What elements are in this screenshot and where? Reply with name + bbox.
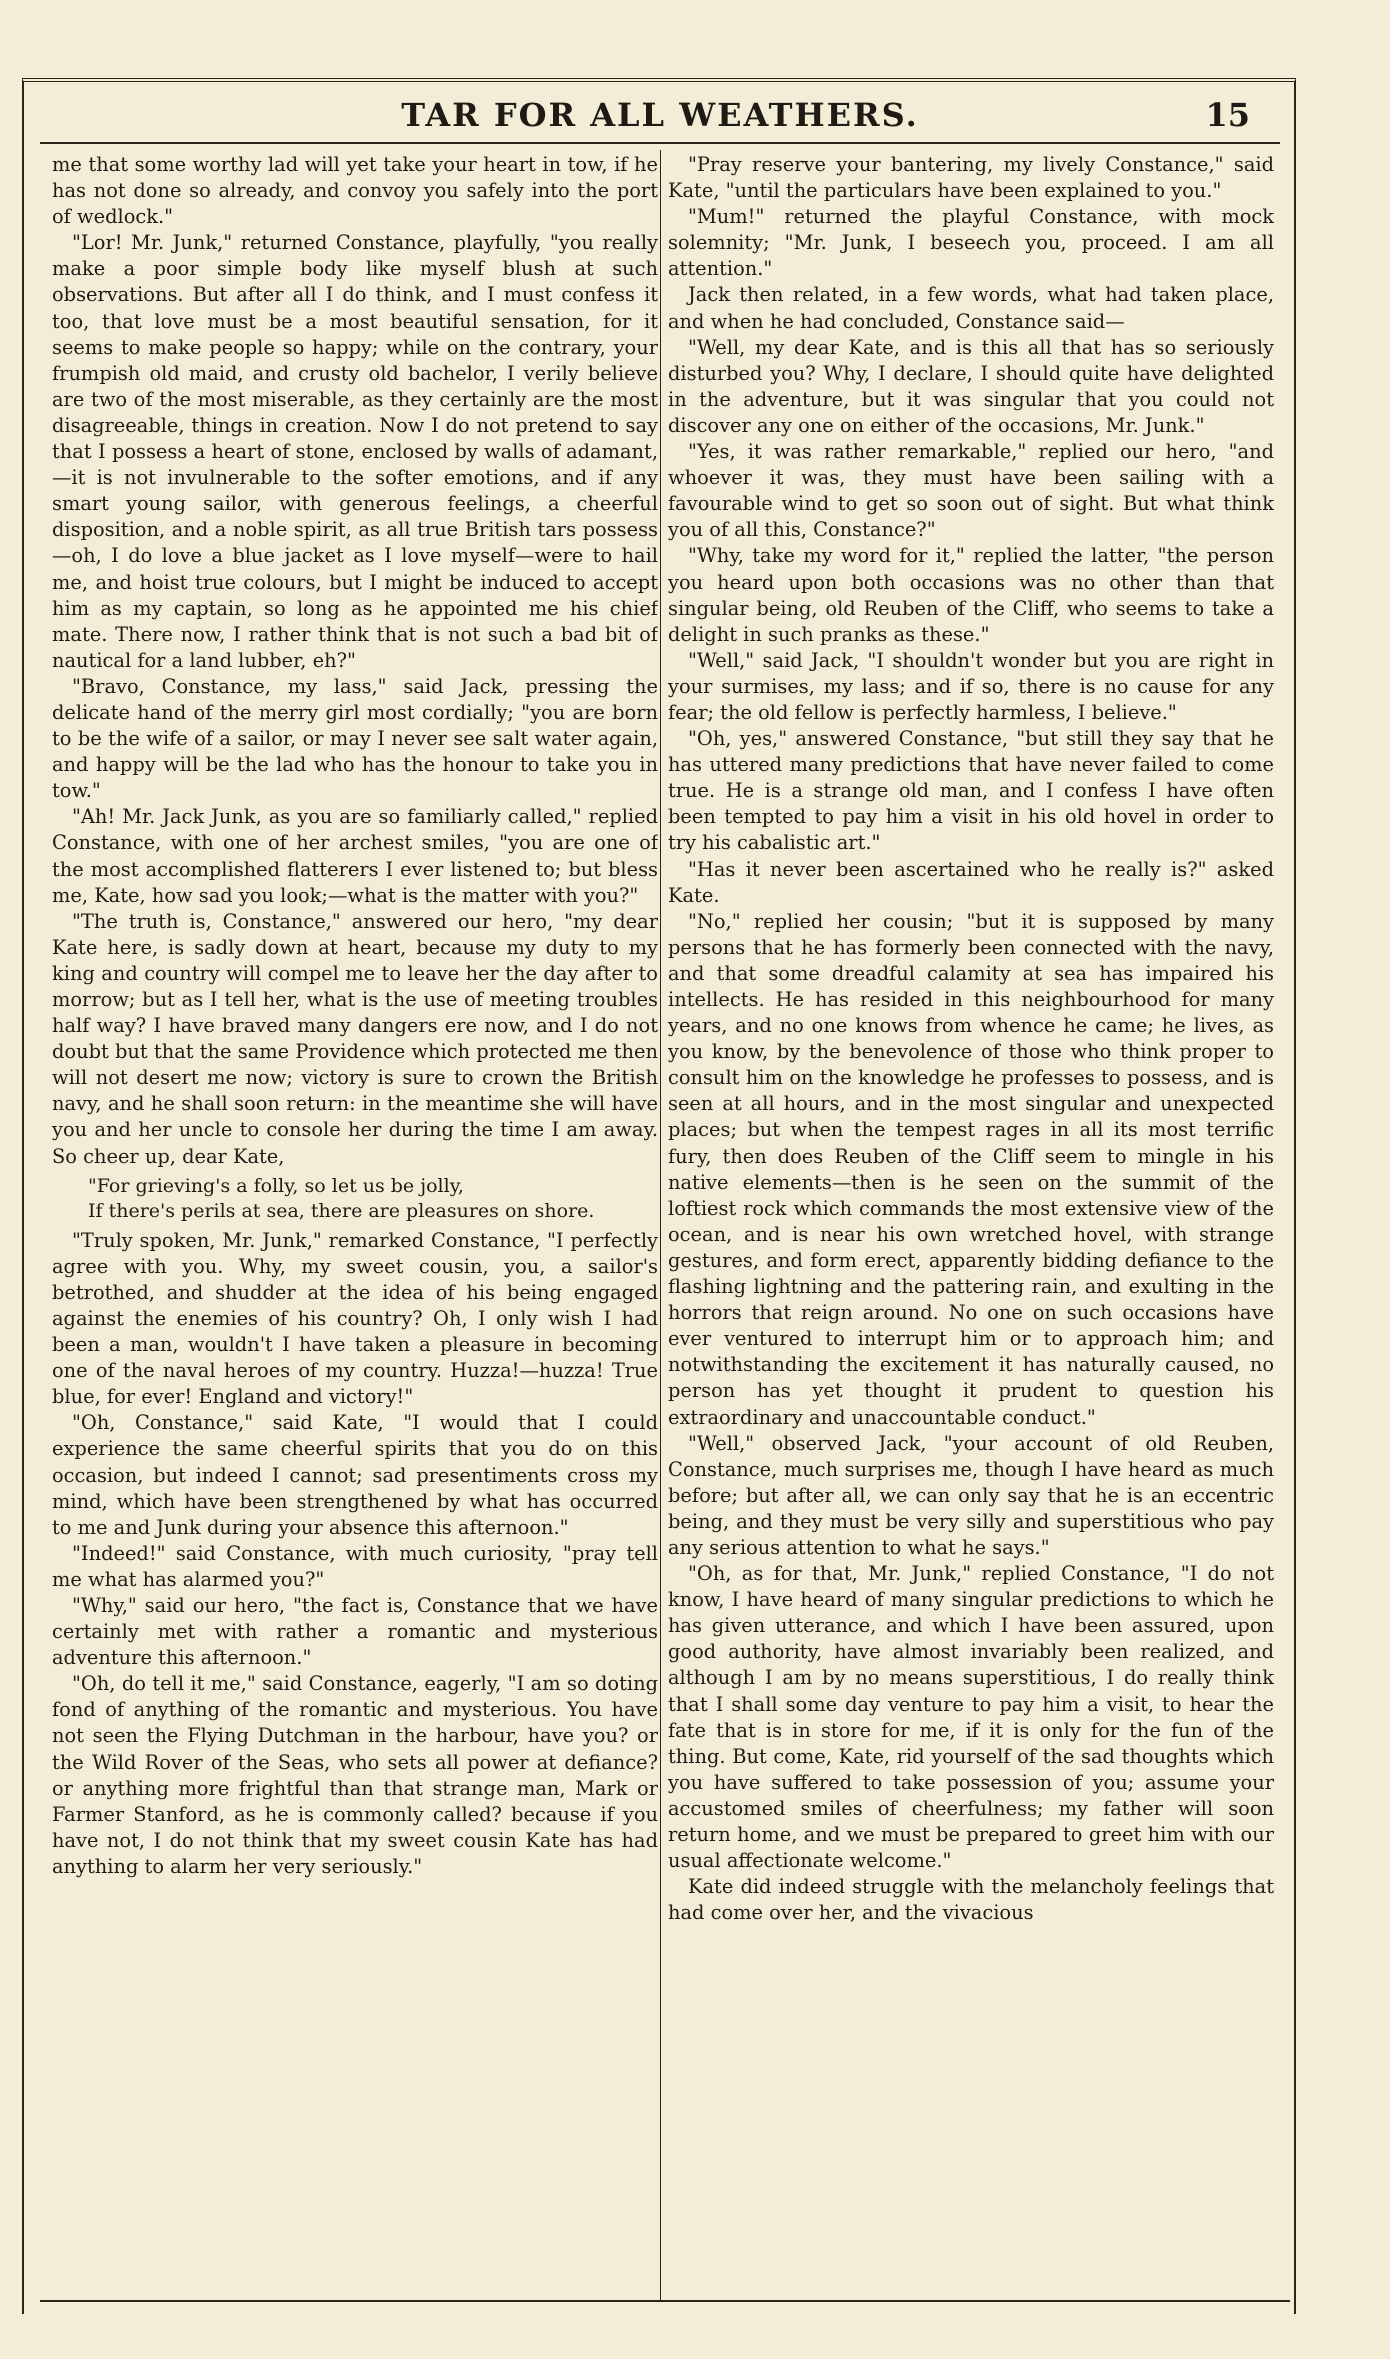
paragraph: "Oh, do tell it me," said Constance, eagerly, "I am so doting fond of anything of the romantic and mysterious. You have not seen the Flying Dutchman in the harbour, have you? or the Wild Rover of the Seas, who sets all power at defiance? or anything more frightful than that strange man, Mark or Farmer Stanford, as he is commonly called? because if you have not, I do not think that my sweet cousin Kate has had anything to alarm her very seriously." [52, 1672, 658, 1878]
paragraph: "Bravo, Constance, my lass," said Jack, pressing the delicate hand of the merry girl most cordially; "you are born to be the wife of a sailor, or may I never see salt water again, and happy will be the lad who has the honour to take you in tow." [52, 674, 658, 803]
paragraph: "Oh, yes," answered Constance, "but still they say that he has uttered many predictions that have never failed to come true. He is a strange old man, and I confess I have often been tempted to pay him a visit in his old hovel in order to try his cabalistic art." [668, 727, 1274, 855]
paragraph: "Oh, as for that, Mr. Junk," replied Constance, "I do not know, I have heard of many singular predictions to which he has given utterance, and which I have been assured, upon good authority, have almost invariably been realized, and although I am by no means superstitious, I do really think that I shall some day venture to pay him a visit, to hear the fate that is in store for me, if it is only for the fun of the thing. But come, Kate, rid yourself of the sad thoughts which you have suffered to take possession of you; assume your accustomed smiles of cheerfulness; my father will soon return home, and we must be prepared to greet him with our usual affectionate welcome." [668, 1562, 1274, 1873]
paragraph: "Yes, it was rather remarkable," replied our hero, "and whoever it was, they must have been sailing with a favourable wind to get so soon out of sight. But what think you of all this, Constance?" [668, 440, 1274, 542]
verse-line: If there's perils at sea, there are pleasures on shore. [88, 1199, 595, 1222]
paragraph: "Pray reserve your bantering, my lively Constance," said Kate, "until the particulars have been explained to you." [668, 153, 1274, 203]
verse-line: "For grieving's a folly, so let us be jolly, [88, 1174, 464, 1197]
paragraph: "Why, take my word for it," replied the latter, "the person you heard upon both occasions was no other than that singular being, old Reuben of the Cliff, who seems to take a delight in such pranks as these." [668, 544, 1274, 646]
paragraph: "Mum!" returned the playful Constance, with mock solemnity; "Mr. Junk, I beseech you, proceed. I am all attention." [668, 205, 1274, 281]
paragraph: Jack then related, in a few words, what had taken place, and when he had concluded, Constance said— [668, 283, 1274, 333]
paragraph: "Why," said our hero, "the fact is, Constance that we have certainly met with rather a romantic and mysterious adventure this afternoon." [52, 1593, 658, 1670]
paragraph: "Oh, Constance," said Kate, "I would that I could experience the same cheerful spirits that you do on this occasion, but indeed I cannot; sad presentiments cross my mind, which have been strengthened by what has occurred to me and Junk during your absence this afternoon." [52, 1411, 658, 1539]
verse-quote [88, 1174, 658, 1224]
running-header [40, 96, 1280, 144]
paragraph: me that some worthy lad will yet take your heart in tow, if he has not done so already, and convoy you safely into the port of wedlock." [52, 153, 658, 229]
paragraph: "No," replied her cousin; "but it is supposed by many persons that he has formerly been connected with the navy, and that some dreadful calamity at sea has impaired his intellects. He has resided in this neighbourhood for many years, and no one knows from whence he came; he lives, as you know, by the benevolence of those who think proper to consult him on the knowledge he professes to possess, and is seen at all hours, and in the most singular and unexpected places; but when the tempest rages in all its most terrific fury, then does Reuben of the Cliff seem to mingle in his native elements—then is he seen on the summit of the loftiest rock which commands the most extensive view of the ocean, and is near his own wretched hovel, with strange gestures, and form erect, apparently bidding defiance to the flashing lightning and the pattering rain, and exulting in the horrors that reign around. No one on such occasions have ever ventured to interrupt him or to approach him; and notwithstanding the excitement it has naturally caused, no person has yet thought it prudent to question his extraordinary and unaccountable conduct." [668, 909, 1274, 1429]
paragraph: "Indeed!" said Constance, with much curiosity, "pray tell me what has alarmed you?" [52, 1541, 658, 1591]
left-column [52, 152, 658, 2292]
footer-rule [40, 2300, 1290, 2302]
paragraph: "Well," observed Jack, "your account of old Reuben, Constance, much surprises me, though I have heard as much before; but after all, we can only say that he is an eccentric being, and they must be very silly and superstitious who pay any serious attention to what he says." [668, 1431, 1274, 1559]
paragraph: "Lor! Mr. Junk," returned Constance, playfully, "you really make a poor simple body like myself blush at such observations. But after all I do think, and I must confess it too, that love must be a most beautiful sensation, for it seems to make people so happy; while on the contrary, your frumpish old maid, and crusty old bachelor, I verily believe are two of the most miserable, as they certainly are the most disagreeable, things in creation. Now I do not pretend to say that I possess a heart of stone, enclosed by walls of adamant,—it is not invulnerable to the softer emotions, and if any smart young sailor, with generous feelings, a cheerful disposition, and a noble spirit, as all true British tars possess—oh, I do love a blue jacket as I love myself—were to hail me, and hoist true colours, but I might be induced to accept him as my captain, so long as he appointed me his chief mate. There now, I rather think that is not such a bad bit of nautical for a land lubber, eh?" [52, 231, 658, 672]
paragraph: "The truth is, Constance," answered our hero, "my dear Kate here, is sadly down at heart, because my duty to my king and country will compel me to leave her the day after to morrow; but as I tell her, what is the use of meeting troubles half way? I have braved many dangers ere now, and I do not doubt but that the same Providence which protected me then will not desert me now; victory is sure to crown the British navy, and he shall soon return: in the meantime she will have you and her uncle to console her during the time I am away. So cheer up, dear Kate, [52, 909, 658, 1168]
paragraph: "Well," said Jack, "I shouldn't wonder but you are right in your surmises, my lass; and if so, there is no cause for any fear; the old fellow is perfectly harmless, I believe." [668, 648, 1274, 724]
column-divider [660, 150, 661, 2300]
right-column [668, 152, 1274, 2292]
paragraph: "Ah! Mr. Jack Junk, as you are so familiarly called," replied Constance, with one of her archest smiles, "you are one of the most accomplished flatterers I ever listened to; but bless me, Kate, how sad you look;—what is the matter with you?" [52, 805, 658, 907]
paragraph: Kate did indeed struggle with the melancholy feelings that had come over her, and the vivacious [668, 1875, 1274, 1925]
page-number: 15 [1205, 96, 1250, 134]
paragraph: "Has it never been ascertained who he really is?" asked Kate. [668, 857, 1274, 907]
paragraph: "Well, my dear Kate, and is this all that has so seriously disturbed you? Why, I declare, I should quite have delighted in the adventure, but it was singular that you could not discover any one on either of the occasions, Mr. Junk." [668, 335, 1274, 437]
paragraph: "Truly spoken, Mr. Junk," remarked Constance, "I perfectly agree with you. Why, my sweet cousin, you, a sailor's betrothed, and shudder at the idea of his being engaged against the enemies of his country? Oh, I only wish I had been a man, wouldn't I have taken a pleasure in becoming one of the naval heroes of my country. Huzza!—huzza! True blue, for ever! England and victory!" [52, 1228, 658, 1409]
page-title: TAR FOR ALL WEATHERS. [401, 96, 919, 134]
